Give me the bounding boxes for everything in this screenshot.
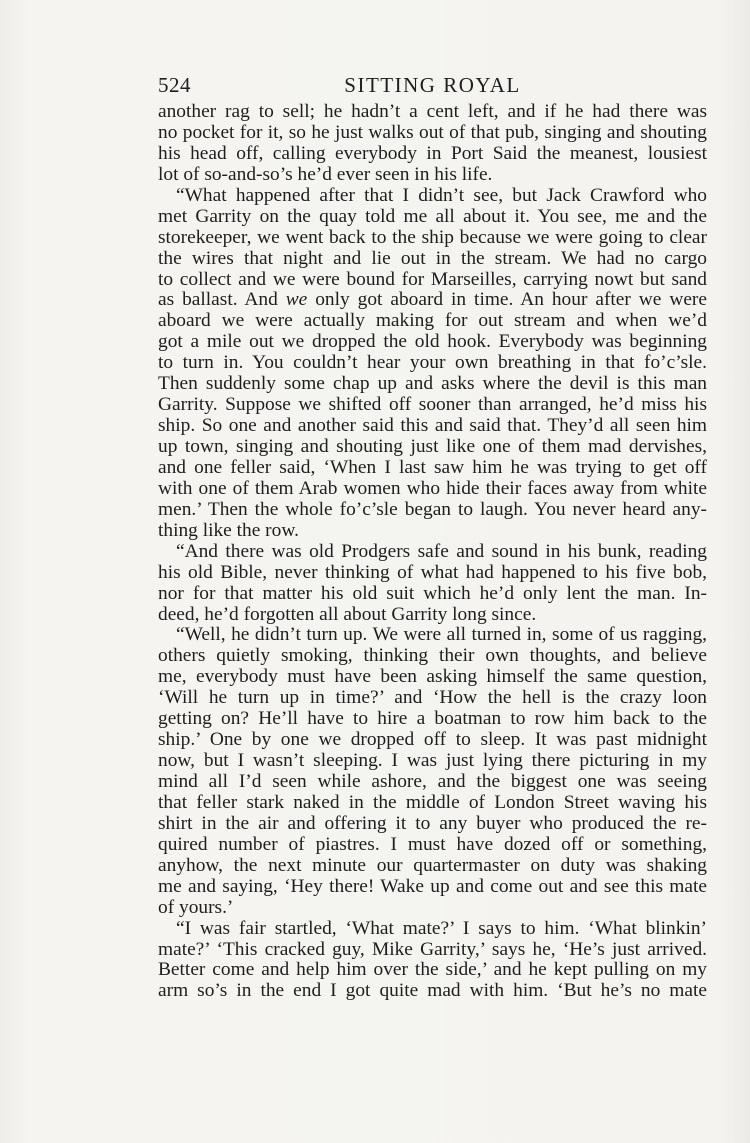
text-line: me, everybody must have been asking himself the same question,	[158, 667, 707, 688]
text-line: his old Bible, never thinking of what had happened to his five bob,	[158, 562, 707, 583]
text-line: Garrity. Suppose we shifted off sooner than arranged, he’d miss his	[158, 395, 707, 416]
text-line: to collect and we were bound for Marseilles, carrying nowt but sand	[158, 269, 707, 290]
text-line: aboard we were actually making for out stream and when we’d	[158, 311, 707, 332]
text-line: men.’ Then the whole fo’c’sle began to laugh. You never heard any-	[158, 499, 707, 520]
text-line: thing like the row.	[158, 520, 299, 541]
text-line: “And there was old Prodgers safe and sound in his bunk, reading	[176, 541, 707, 562]
text-line: as ballast. And we only got aboard in time. An hour after we were	[158, 290, 707, 311]
text-line: me and saying, ‘Hey there! Wake up and come out and see this mate	[158, 876, 707, 897]
text-line: to turn in. You couldn’t hear your own breathing in that fo’c’sle.	[158, 353, 707, 374]
text-line: got a mile out we dropped the old hook. Everybody was beginning	[158, 332, 707, 353]
text-line: “What happened after that I didn’t see, but Jack Crawford who	[176, 185, 707, 206]
body-text	[158, 102, 707, 1002]
text-line: shirt in the air and offering it to any buyer who produced the re-	[158, 813, 707, 834]
text-line: of yours.’	[158, 897, 234, 918]
text-line: ship. So one and another said this and said that. They’d all seen him	[158, 416, 707, 437]
text-line: Better come and help him over the side,’ and he kept pulling on my	[158, 960, 707, 981]
text-line: storekeeper, we went back to the ship because we were going to clear	[158, 227, 707, 248]
text-line: another rag to sell; he hadn’t a cent left, and if he had there was	[158, 102, 707, 122]
text-line: his head off, calling everybody in Port Said the meanest, lousiest	[158, 143, 707, 164]
text-line: lot of so-and-so’s he’d ever seen in his life.	[158, 164, 493, 185]
text-line: nor for that matter his old suit which he’d only lent the man. In-	[158, 583, 707, 604]
text-line: mind all I’d seen while ashore, and the biggest one was seeing	[158, 772, 707, 792]
text-line: “I was fair startled, ‘What mate?’ I says to him. ‘What blinkin’	[176, 918, 707, 939]
text-line: now, but I wasn’t sleeping. I was just lying there picturing in my	[158, 751, 707, 772]
text-line: getting on? He’ll have to hire a boatman to row him back to the	[158, 709, 707, 730]
text-line: no pocket for it, so he just walks out of that pub, singing and shouting	[158, 122, 707, 143]
text-line: arm so’s in the end I got quite mad with him. ‘But he’s no mate	[158, 981, 707, 1002]
text-line: ship.’ One by one we dropped off to sleep. It was past midnight	[158, 730, 707, 751]
text-line: met Garrity on the quay told me all about it. You see, me and the	[158, 206, 707, 227]
text-line: ‘Will he turn up in time?’ and ‘How the hell is the crazy loon	[158, 688, 707, 709]
text-line: mate?’ ‘This cracked guy, Mike Garrity,’ says he, ‘He’s just arrived.	[158, 939, 707, 960]
running-title: SITTING ROYAL	[344, 73, 521, 97]
text-line: up town, singing and shouting just like one of them mad dervishes,	[158, 437, 707, 457]
text-line: anyhow, the next minute our quartermaster on duty was shaking	[158, 855, 707, 876]
text-line: that feller stark naked in the middle of London Street waving his	[158, 792, 707, 813]
text-line: Then suddenly some chap up and asks where the devil is this man	[158, 374, 707, 395]
text-line: and one feller said, ‘When I last saw him he was trying to get off	[158, 457, 707, 478]
page-header	[158, 72, 707, 100]
page-number: 524	[158, 73, 191, 97]
text-line: the wires that night and lie out in the stream. We had no cargo	[158, 248, 707, 269]
text-line: deed, he’d forgotten all about Garrity long since.	[158, 604, 537, 625]
text-line: quired number of piastres. I must have dozed off or something,	[158, 834, 707, 855]
text-line: with one of them Arab women who hide their faces away from white	[158, 478, 707, 499]
text-line: “Well, he didn’t turn up. We were all turned in, some of us ragging,	[176, 625, 707, 646]
text-line: others quietly smoking, thinking their own thoughts, and believe	[158, 646, 707, 667]
